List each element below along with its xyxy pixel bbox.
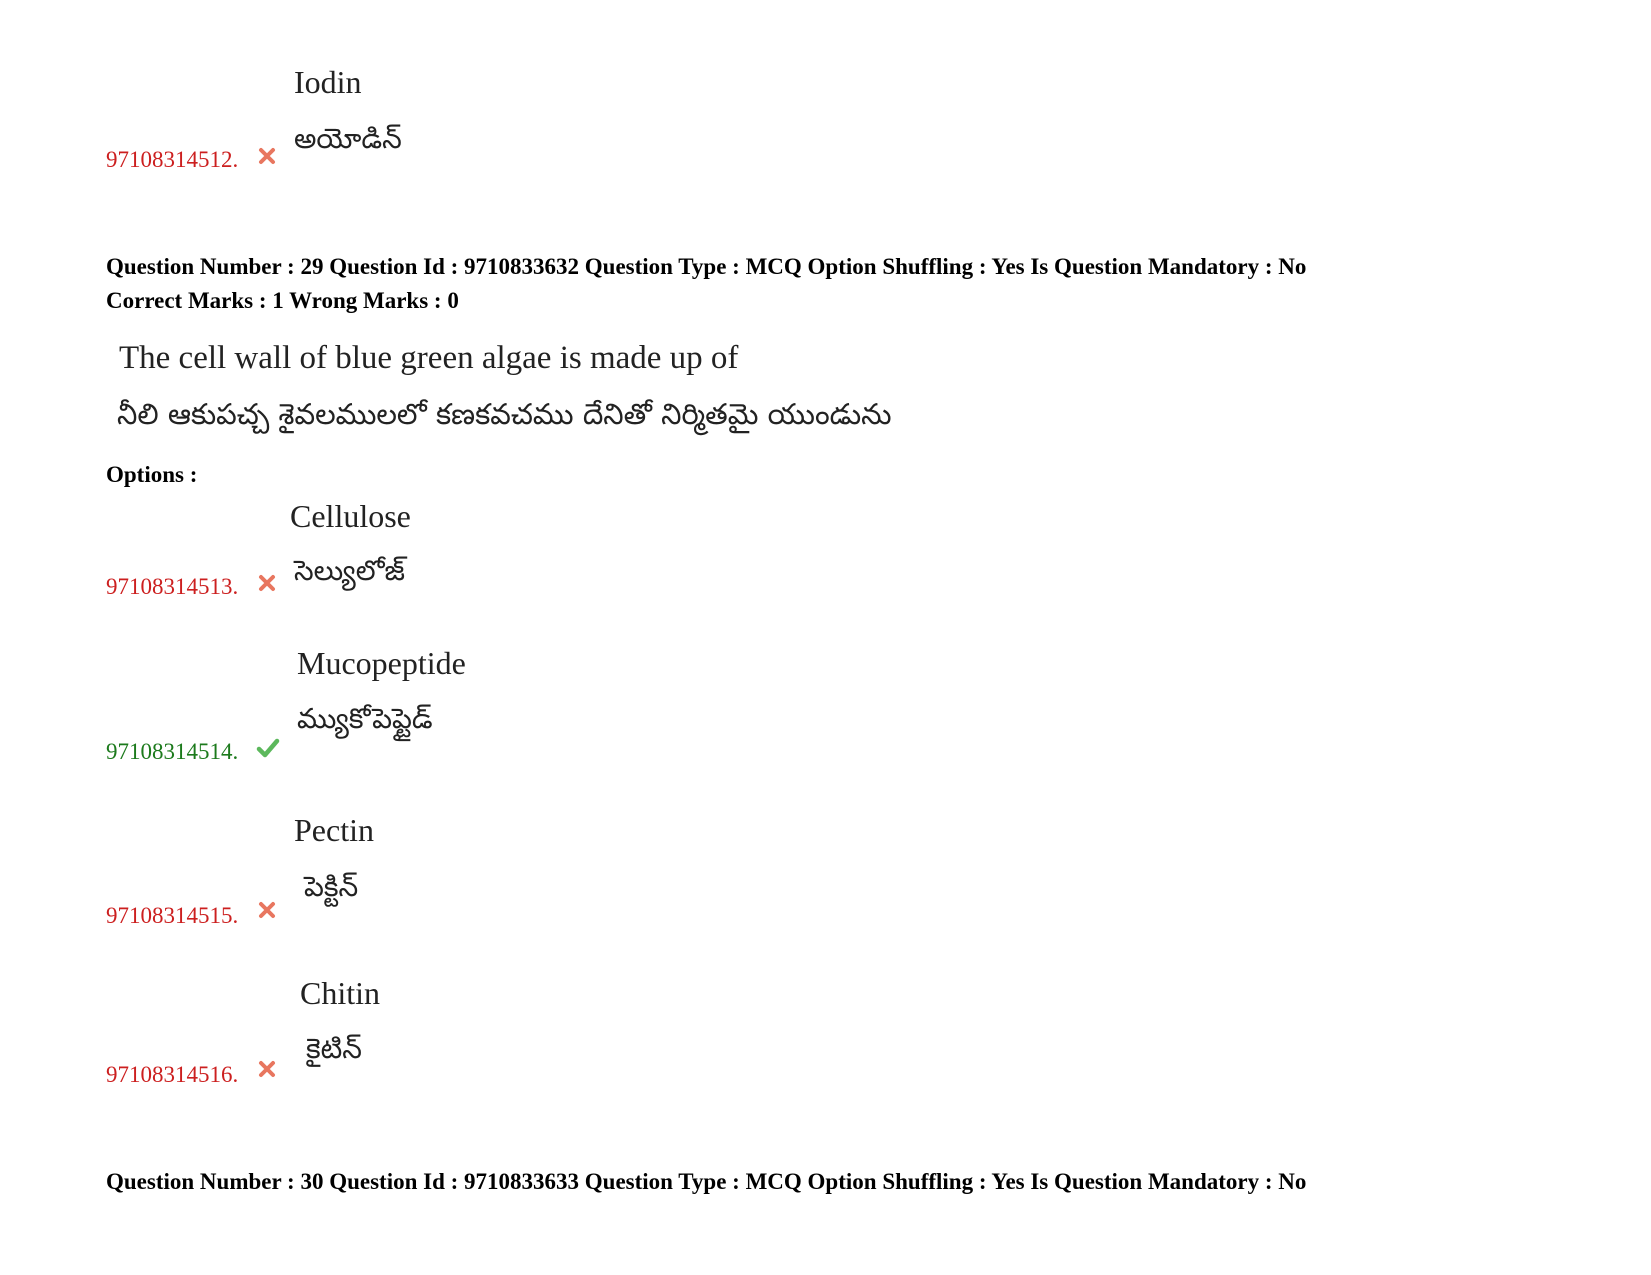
option-text-en: Cellulose (290, 498, 411, 534)
question-text-te: నీలి ఆకుపచ్చ శైవలములలో కణకవచము దేనితో నిర్మితమై యుండును (117, 397, 892, 431)
options-label: Options : (106, 462, 198, 487)
cross-icon (258, 574, 276, 592)
option-text-en: Iodin (294, 64, 362, 100)
option-id: 97108314512. (106, 147, 239, 172)
option-text-te: అయోడిన్ (294, 122, 402, 155)
option-text-en: Pectin (294, 812, 374, 848)
option-text-en: Chitin (300, 975, 381, 1011)
cross-icon (258, 147, 276, 165)
option-id: 97108314513. (106, 574, 239, 599)
option-id: 97108314516. (106, 1062, 239, 1087)
option-id: 97108314514. (106, 739, 239, 764)
question-text-en: The cell wall of blue green algae is made up of (119, 340, 739, 376)
option-text-te: మ్యుకోపెప్టైడ్ (297, 702, 433, 735)
cross-icon (258, 901, 276, 919)
option-text-en: Mucopeptide (297, 645, 466, 681)
question-meta: Question Number : 30 Question Id : 9710833633 Question Type : MCQ Option Shuffling : Yes Is Question Mandatory : No (106, 1169, 1307, 1194)
question-marks: Correct Marks : 1 Wrong Marks : 0 (106, 288, 459, 313)
check-icon (256, 737, 280, 759)
option-text-te: సెల్యులోజ్ (294, 554, 405, 587)
option-id: 97108314515. (106, 903, 239, 928)
option-text-te: కైటిన్ (306, 1032, 362, 1065)
question-meta: Question Number : 29 Question Id : 9710833632 Question Type : MCQ Option Shuffling : Yes Is Question Mandatory : No (106, 254, 1307, 279)
cross-icon (258, 1060, 276, 1078)
option-text-te: పెక్టిన్ (304, 870, 359, 903)
